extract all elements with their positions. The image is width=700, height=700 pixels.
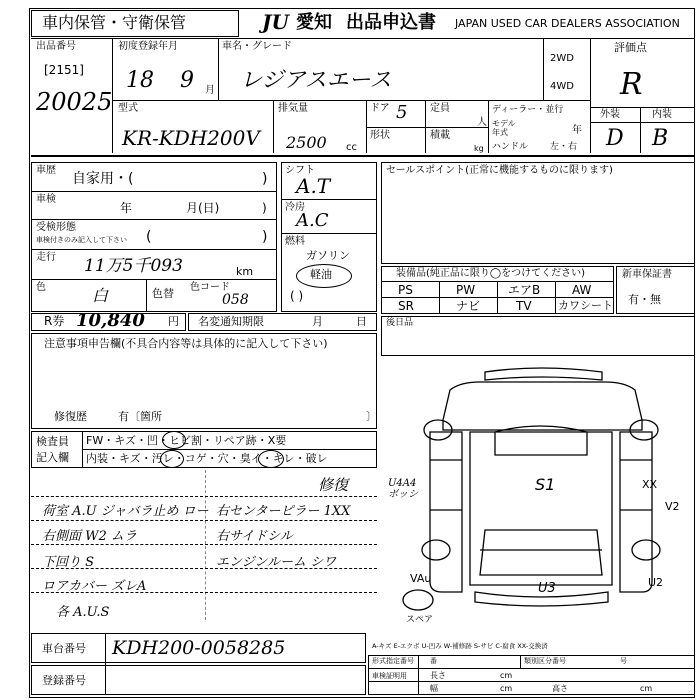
capacity-unit: 人	[477, 117, 487, 128]
org-name: 愛知	[296, 12, 332, 33]
fuel-label: 燃料	[285, 236, 305, 247]
equipment-sr: SR	[398, 299, 414, 313]
registration-month-unit: 月	[205, 85, 215, 96]
displacement-label: 排気量	[278, 103, 308, 114]
inspection-month: 月(日)	[186, 201, 220, 215]
acceptance-open: (	[146, 229, 152, 245]
diagram-u4-label: U4A4 ボッシ	[388, 478, 418, 500]
circle-mark-1	[162, 431, 186, 449]
circle-mark-2	[160, 450, 184, 468]
mileage-unit: km	[236, 265, 254, 278]
after-date-label: 後日品	[386, 318, 414, 328]
repair-close: 〕	[366, 410, 377, 423]
fuel-diesel: 軽油	[310, 268, 332, 281]
doors-label: ドア	[370, 103, 390, 114]
ac-label: 冷房	[285, 202, 305, 213]
displacement-value: 2500	[286, 133, 327, 152]
ac-value: A.C	[296, 210, 329, 231]
inspector-label: 検査員	[36, 435, 69, 448]
inspector-row-1: FW・キズ・凹・ヒビ割・リペア跡・X要	[86, 434, 287, 447]
diagram-vau: VAu	[410, 572, 432, 585]
displacement-unit: cc	[346, 142, 357, 153]
equipment-tv: TV	[516, 299, 532, 313]
height-unit: cm	[640, 684, 653, 693]
grade-label: 評価点	[614, 41, 647, 54]
association-name: JAPAN USED CAR DEALERS ASSOCIATION	[455, 17, 680, 30]
mileage-label: 走行	[36, 252, 56, 263]
drive-4wd: 4WD	[550, 81, 574, 92]
vehicle-damage-diagram	[380, 360, 695, 630]
load-unit: kg	[474, 144, 484, 153]
model-name-value: レジアスエース	[240, 68, 392, 93]
chassis-label: 車台番号	[42, 642, 86, 655]
mileage-value: 11万5千093	[84, 256, 183, 276]
diagram-v2-right: V2	[665, 500, 680, 513]
warranty-value: 有・無	[628, 293, 661, 306]
inspector-label2: 記入欄	[36, 451, 69, 464]
history-value: 自家用・(	[72, 171, 134, 187]
warranty-label: 新車保証書	[622, 269, 672, 280]
equipment-pw: PW	[456, 283, 476, 297]
equipment-ps: PS	[398, 283, 413, 297]
history-close: )	[262, 171, 268, 187]
color-change-label: 色替	[152, 287, 174, 300]
acceptance-label: 受検形態	[36, 222, 76, 233]
repair-label: 修復歴	[54, 410, 87, 423]
load-label: 積載	[430, 130, 450, 141]
type-value: KR-KDH200V	[122, 126, 260, 150]
name-change-label: 名変通知期限	[198, 315, 264, 328]
type-designation-label: 形式指定番号	[372, 657, 414, 665]
diagram-u2: U2	[648, 576, 664, 589]
name-change-day: 日	[356, 315, 367, 328]
type-label: 型式	[118, 103, 138, 114]
doors-value: 5	[396, 102, 408, 123]
color-code-label: 色コード	[190, 282, 230, 293]
lot-number: 20025	[36, 88, 113, 116]
equipment-airbag: エアB	[508, 283, 541, 297]
lot-code: [2151]	[44, 63, 84, 77]
recycle-value: 10,840	[76, 310, 145, 331]
color-code: 058	[222, 292, 249, 308]
acceptance-note: 車検付きのみ記入して下さい	[36, 236, 127, 244]
color-label: 色	[36, 282, 46, 293]
interior-grade: B	[652, 126, 669, 151]
note-left-5: 各 A.U.S	[56, 605, 110, 620]
cert-label: 車検証明用	[372, 672, 407, 680]
inspector-row-2: 内装・キズ・汚レ・コゲ・穴・臭イ・キレ・破レ	[86, 452, 328, 465]
name-change-month: 月	[312, 315, 323, 328]
width-unit: cm	[500, 684, 513, 693]
reg-number-label: 登録番号	[42, 674, 86, 687]
equipment-aw: AW	[572, 283, 592, 297]
class-designation-label: 類別区分番号	[524, 657, 566, 665]
recycle-label: R券	[44, 314, 65, 328]
height-label: 高さ	[552, 684, 568, 693]
note-right-1: 右センターピラー 1XX	[216, 504, 351, 519]
exterior-label: 外装	[600, 109, 620, 120]
exterior-grade: D	[606, 126, 624, 151]
acceptance-close: )	[262, 229, 268, 245]
equipment-label: 装備品(純正品に限り◯をつけてください)	[396, 268, 585, 279]
color-value: 白	[92, 286, 109, 305]
model-year-unit: 年	[572, 125, 582, 136]
registration-month: 9	[180, 68, 194, 93]
diagram-s1: S1	[535, 475, 556, 494]
note-left-2: 右側面 W2 ムラ	[42, 529, 137, 544]
note-right-3: エンジンルーム シワ	[216, 555, 337, 570]
width-label: 幅	[430, 684, 438, 693]
recycle-unit: 円	[168, 315, 179, 328]
diagram-xx: XX	[642, 478, 658, 491]
dealer-label: ディーラー・並行	[492, 105, 564, 115]
shift-label: シフト	[285, 165, 315, 176]
diagram-u3: U3	[538, 581, 556, 596]
equipment-navi: ナビ	[456, 299, 481, 313]
note-left-4: ロアカバー ズレA	[42, 579, 147, 594]
fuel-gasoline: ガソリン	[306, 249, 350, 262]
drive-2wd: 2WD	[550, 53, 574, 64]
inspection-close: )	[262, 201, 267, 215]
fuel-bracket: ( )	[290, 289, 304, 303]
length-unit: cm	[500, 671, 513, 680]
diagram-spare: スペア	[406, 615, 434, 625]
registration-year: 18	[126, 68, 154, 93]
interior-label: 内装	[652, 109, 672, 120]
ju-logo: JU	[262, 10, 289, 34]
note-right-title: 修復	[318, 476, 349, 494]
model-name-label: 車名・グレード	[222, 41, 292, 52]
lot-label: 出品番号	[36, 41, 76, 52]
handle-label: ハンドル	[492, 142, 529, 152]
chassis-value: KDH200-0058285	[112, 637, 286, 659]
repair-value: 有〔箇所	[118, 410, 162, 423]
type-designation-sub: 番	[430, 657, 437, 665]
grade-score: R	[620, 67, 643, 102]
shape-label: 形状	[370, 130, 390, 141]
sales-point-label: セールスポイント(正常に機能するものに限ります)	[386, 165, 613, 176]
capacity-label: 定員	[430, 103, 450, 114]
class-designation-sub: 号	[620, 657, 627, 665]
inspection-label: 車検	[36, 194, 56, 205]
length-label: 長さ	[430, 671, 446, 680]
shift-value: A.T	[296, 174, 331, 198]
registration-label: 初度登録年月	[118, 41, 178, 52]
note-left-1: 荷室 A.U ジャバラ止め ロー	[42, 504, 209, 519]
circle-mark-3	[258, 450, 284, 468]
note-left-3: 下回り S	[42, 555, 95, 570]
notes-label: 注意事項申告欄(不具合内容等は具体的に記入して下さい)	[44, 337, 328, 350]
damage-legend: A-キズ E-エクボ U-凹み W-補修跡 S-サビ C-腐食 XX-交換済	[372, 642, 548, 650]
inspection-year: 年	[120, 201, 133, 215]
history-label: 車歴	[36, 165, 56, 176]
note-right-2: 右サイドシル	[216, 529, 293, 544]
handle-options: 左・右	[550, 142, 578, 152]
equipment-leather-seat: カワシート	[558, 299, 613, 312]
storage-label: 車内保管・守衛保管	[42, 13, 187, 32]
model-year-label: モデル 年式	[492, 119, 516, 137]
form-title: 出品申込書	[346, 12, 436, 33]
